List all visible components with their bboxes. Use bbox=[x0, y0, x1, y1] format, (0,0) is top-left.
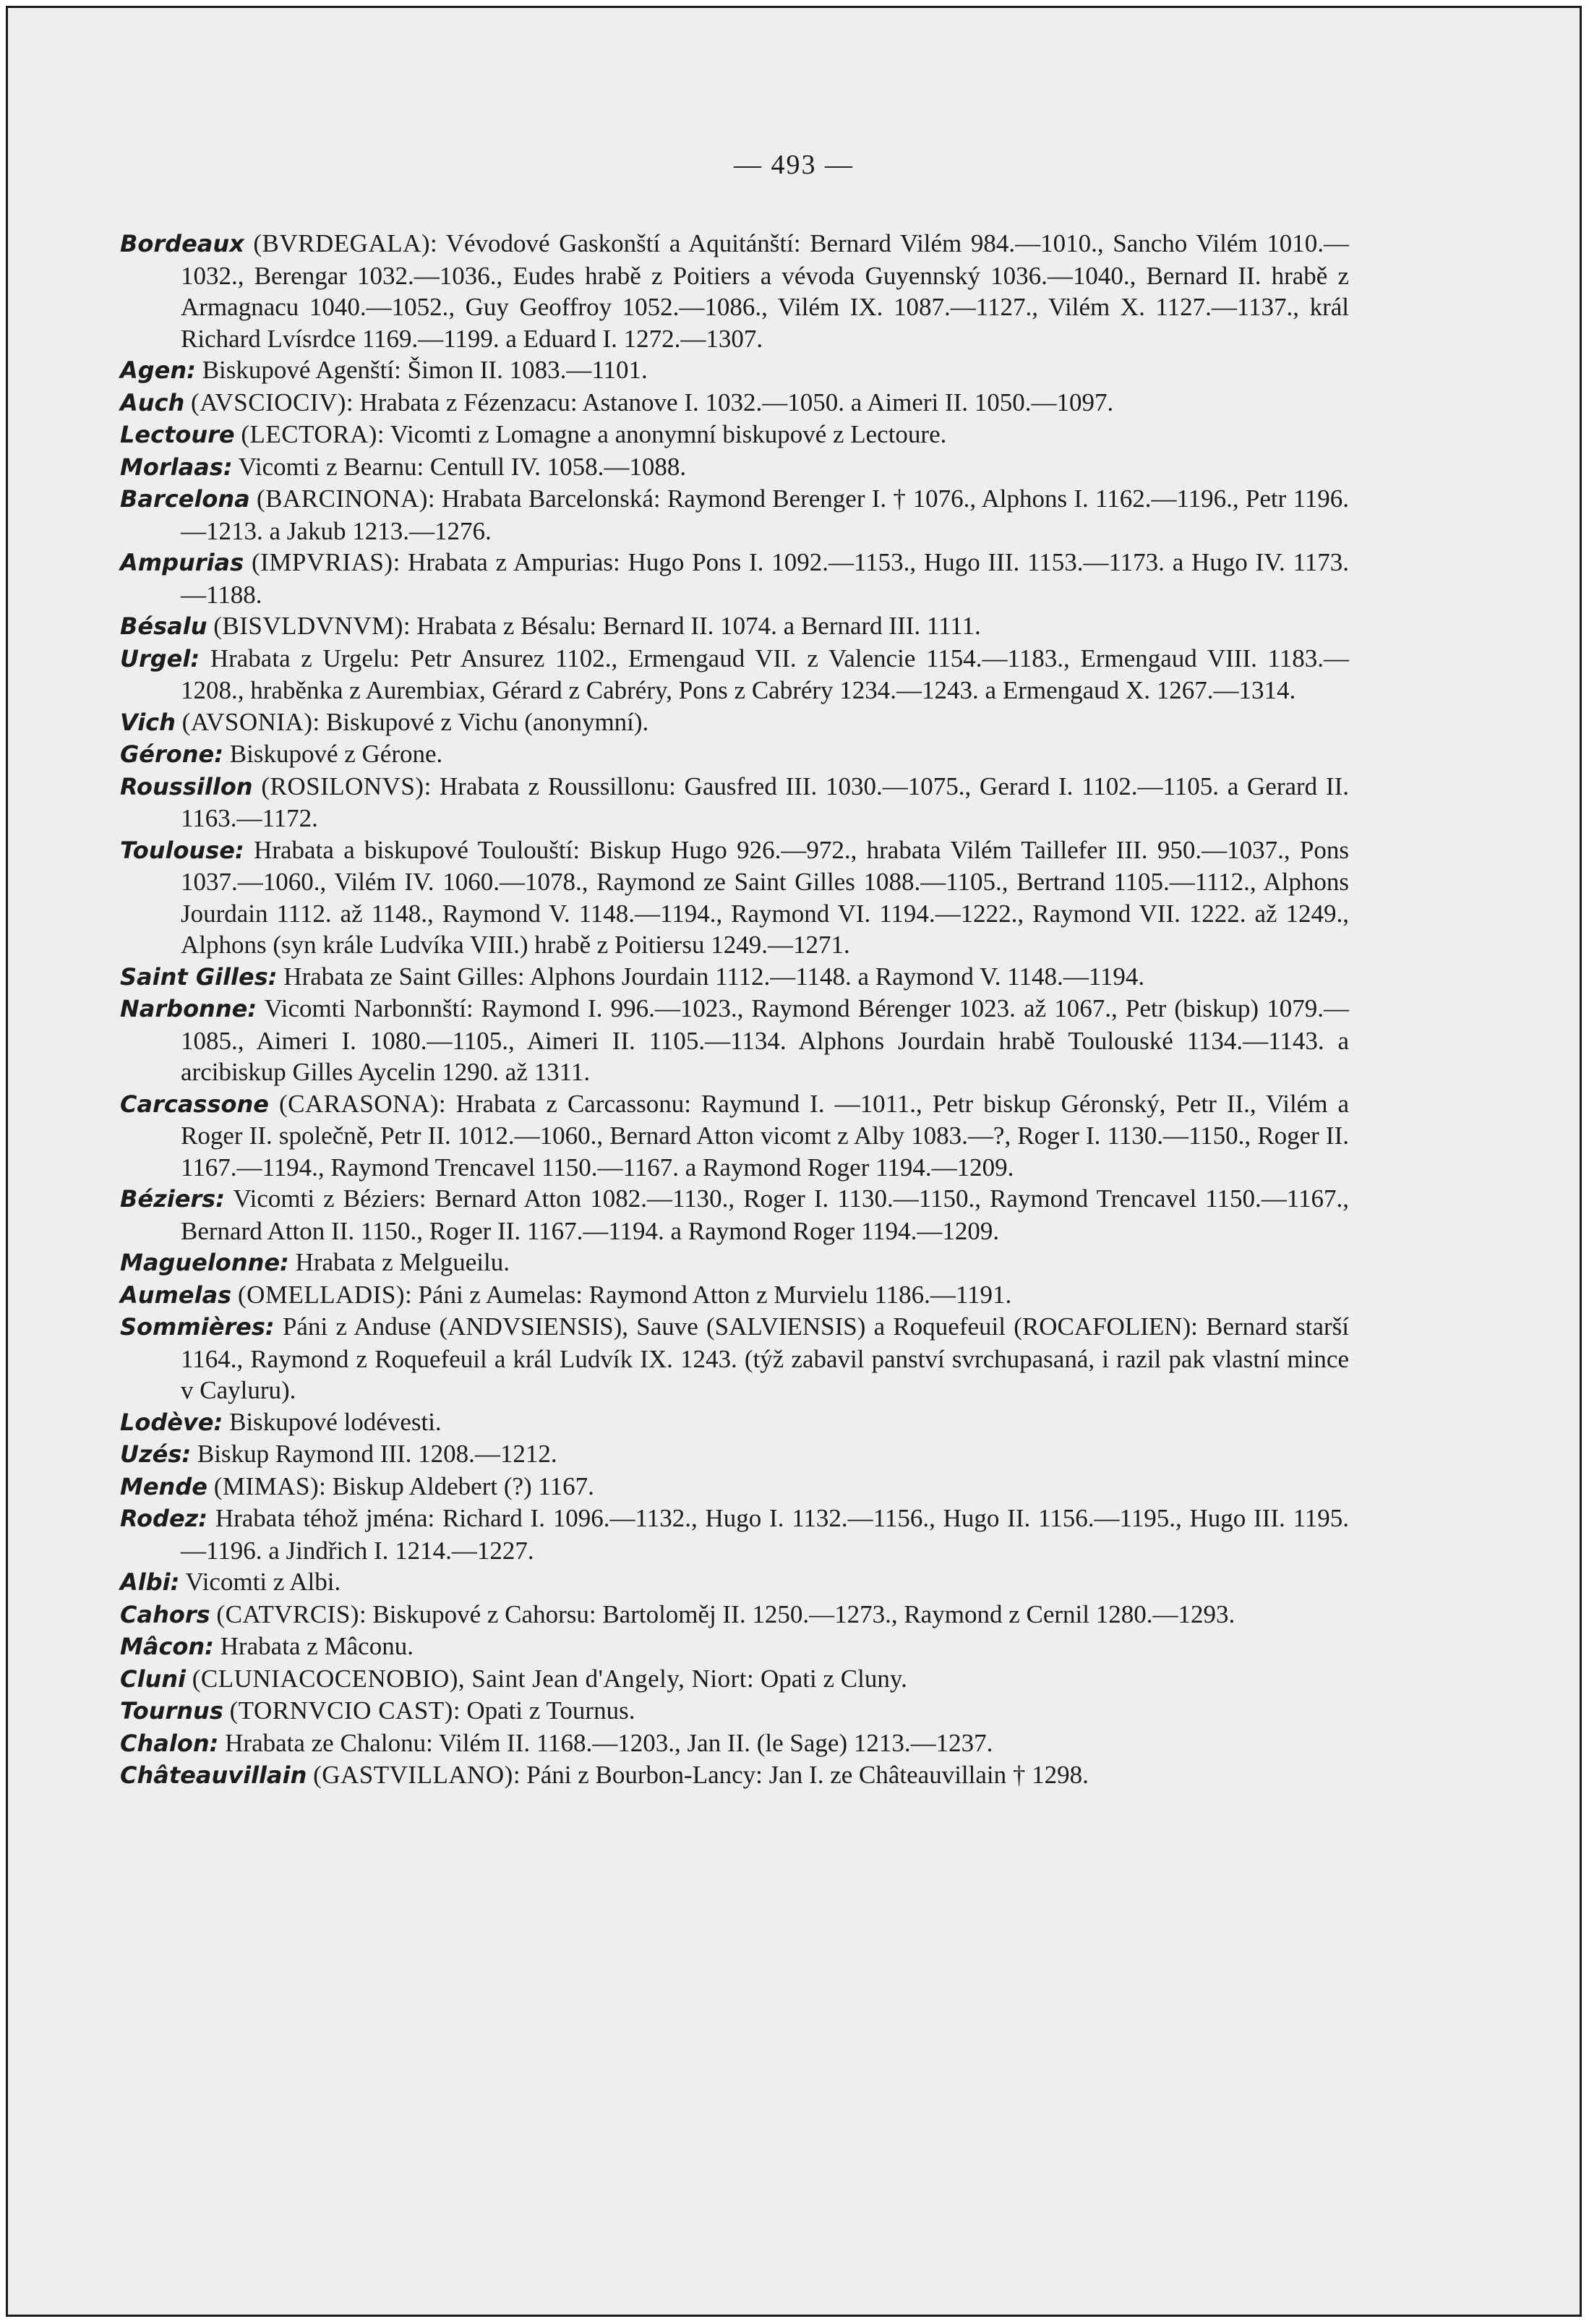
place-name: Toulouse: bbox=[120, 836, 244, 864]
latin-name: (LECTORA) bbox=[241, 420, 377, 448]
entry bbox=[120, 483, 1349, 547]
entry-text: Hrabata z Urgelu: Petr Ansurez 1102., Ermengaud VII. z Valencie 1154.—1183., Ermengaud VIII. 1183.—1208., hraběnka z Aurembiax, Gérard z Cabréry, Pons z Cabréry 1234.—1243. a Ermengaud X. 1267.—1314. bbox=[181, 644, 1349, 704]
entry-text: Hrabata z Mâconu. bbox=[220, 1632, 414, 1660]
entry-text: : Biskupové z Vichu (anonymní). bbox=[312, 707, 649, 736]
place-name: Rodez: bbox=[120, 1505, 208, 1532]
entry-text: : Páni z Aumelas: Raymond Atton z Murvielu 1186.—1191. bbox=[404, 1280, 1012, 1309]
place-name: Tournus bbox=[120, 1697, 223, 1725]
place-name: Châteauvillain bbox=[120, 1761, 307, 1789]
latin-name: (CATVRCIS) bbox=[216, 1599, 359, 1628]
latin-name: (GASTVILLANO) bbox=[313, 1761, 513, 1789]
entry bbox=[120, 771, 1349, 834]
entry bbox=[120, 1503, 1349, 1566]
place-name: Gérone: bbox=[120, 740, 224, 768]
place-name: Cahors bbox=[120, 1600, 210, 1628]
entry bbox=[120, 1631, 1349, 1663]
latin-name: (TORNVCIO CAST) bbox=[229, 1696, 453, 1725]
entry bbox=[120, 706, 1349, 739]
entry-text: Vicomti z Albi. bbox=[185, 1568, 341, 1596]
entry bbox=[120, 1247, 1349, 1279]
place-name: Bordeaux bbox=[120, 230, 244, 257]
latin-name: (BVRDEGALA) bbox=[253, 229, 431, 257]
place-name: Maguelonne: bbox=[120, 1249, 289, 1276]
place-name: Lodève: bbox=[120, 1408, 223, 1436]
entry bbox=[120, 1566, 1349, 1599]
entry-text: Biskupové z Gérone. bbox=[229, 740, 443, 768]
entry-text: Páni z Anduse (ANDVSIENSIS), Sauve (SALVIENSIS) a Roquefeuil (ROCAFOLIEN): Bernard starší 1164., Raymond z Roquefeuil a král Ludvík IX. 1243. (týž zabavil panství svrchupasaná, i razil pak vlastní mince v Cayluru). bbox=[181, 1312, 1349, 1404]
place-name: Morlaas: bbox=[120, 453, 233, 481]
scanned-page bbox=[6, 6, 1582, 2317]
latin-name: (BARCINONA) bbox=[257, 484, 428, 513]
place-name: Barcelona bbox=[120, 485, 250, 513]
entry bbox=[120, 1438, 1349, 1471]
entry bbox=[120, 1088, 1349, 1184]
place-name: Narbonne: bbox=[120, 995, 257, 1022]
place-name: Mende bbox=[120, 1472, 207, 1500]
place-name: Uzés: bbox=[120, 1440, 192, 1468]
entry bbox=[120, 610, 1349, 643]
entry-text: : Hrabata z Ampurias: Hugo Pons I. 1092.—1153., Hugo III. 1153.—1173. a Hugo IV. 1173.—1188. bbox=[181, 548, 1350, 609]
place-name: Sommières: bbox=[120, 1313, 275, 1341]
entry-text: : Hrabata z Fézenzacu: Astanove I. 1032.—1050. a Aimeri II. 1050.—1097. bbox=[346, 388, 1114, 416]
latin-name: (AVSCIOCIV) bbox=[191, 388, 346, 416]
entry bbox=[120, 834, 1349, 961]
entry-text: : Biskupové z Cahorsu: Bartoloměj II. 1250.—1273., Raymond z Cernil 1280.—1293. bbox=[359, 1599, 1235, 1628]
entry-text: : Hrabata Barcelonská: Raymond Berenger I. † 1076., Alphons I. 1162.—1196., Petr 1196.—1213. a Jakub 1213.—1276. bbox=[181, 484, 1350, 545]
place-name: Cluni bbox=[120, 1665, 186, 1693]
entry-text: : Hrabata z Roussillonu: Gausfred III. 1030.—1075., Gerard I. 1102.—1105. a Gerard II. 1163.—1172. bbox=[181, 772, 1349, 832]
entry bbox=[120, 419, 1349, 451]
entry-text: Opati z Cluny. bbox=[754, 1664, 907, 1693]
entry bbox=[120, 1183, 1349, 1247]
place-name: Auch bbox=[120, 388, 185, 416]
entry bbox=[120, 993, 1349, 1088]
place-name: Ampurias bbox=[120, 549, 244, 576]
entry-text: : Vicomti z Lomagne a anonymní biskupové z Lectoure. bbox=[377, 420, 947, 448]
entry bbox=[120, 1663, 1349, 1696]
entry-text: : Opati z Tournus. bbox=[453, 1696, 635, 1725]
place-name: Chalon: bbox=[120, 1729, 219, 1757]
latin-name: (CLUNIACOCENOBIO), Saint Jean d'Angely, Niort: bbox=[192, 1664, 755, 1693]
entry bbox=[120, 1406, 1349, 1439]
entry-text: : Vévodové Gaskonští a Aquitánští: Bernard Vilém 984.—1010., Sancho Vilém 1010.—1032., Berengar 1032.—1036., Eudes hrabě z Poitiers a vévoda Guyennský 1036.—1040., Bernard II. hrabě z Armagnacu 1040.—1052., Guy Geoffroy 1052.—1086., Vilém IX. 1087.—1127., Vilém X. 1127.—1137., král Richard Lvísrdce 1169.—1199. a Eduard I. 1272.—1307. bbox=[181, 229, 1350, 353]
place-name: Urgel: bbox=[120, 644, 200, 672]
latin-name: (CARASONA) bbox=[279, 1089, 439, 1118]
entry-text: Biskup Raymond III. 1208.—1212. bbox=[197, 1440, 557, 1468]
entry bbox=[120, 1727, 1349, 1760]
place-name: Albi: bbox=[120, 1568, 180, 1596]
entry-text: Vicomti z Béziers: Bernard Atton 1082.—1130., Roger I. 1130.—1150., Raymond Trencavel 1150.—1167., Bernard Atton II. 1150., Roger II. 1167.—1194. a Raymond Roger 1194.—1209. bbox=[181, 1184, 1349, 1245]
place-name: Béziers: bbox=[120, 1185, 226, 1213]
latin-name: (BISVLDVNVM) bbox=[213, 612, 403, 640]
place-name: Bésalu bbox=[120, 612, 207, 640]
place-name: Lectoure bbox=[120, 421, 235, 448]
place-name: Mâcon: bbox=[120, 1633, 214, 1660]
entry-text: Hrabata ze Saint Gilles: Alphons Jourdain 1112.—1148. a Raymond V. 1148.—1194. bbox=[283, 962, 1145, 991]
entry bbox=[120, 1279, 1349, 1312]
page-number: — 493 — bbox=[734, 150, 854, 180]
entry-list bbox=[120, 228, 1349, 1792]
latin-name: (IMPVRIAS) bbox=[251, 548, 393, 576]
entry-text: Biskupové Agenští: Šimon II. 1083.—1101. bbox=[202, 356, 648, 384]
entry-text: Hrabata téhož jména: Richard I. 1096.—1132., Hugo I. 1132.—1156., Hugo II. 1156.—1195., Hugo III. 1195.—1196. a Jindřich I. 1214.—1227. bbox=[181, 1504, 1349, 1565]
entry-text: Biskupové lodévesti. bbox=[229, 1407, 442, 1436]
entry-text: : Biskup Aldebert (?) 1167. bbox=[319, 1471, 594, 1500]
entry bbox=[120, 228, 1349, 354]
entry-text: Hrabata z Melgueilu. bbox=[295, 1248, 510, 1276]
latin-name: (AVSONIA) bbox=[181, 707, 313, 736]
place-name: Saint Gilles: bbox=[120, 962, 278, 991]
entry bbox=[120, 961, 1349, 994]
latin-name: (OMELLADIS) bbox=[237, 1280, 405, 1309]
entry-text: : Páni z Bourbon-Lancy: Jan I. ze Châteauvillain † 1298. bbox=[513, 1761, 1089, 1789]
entry bbox=[120, 1599, 1349, 1631]
place-name: Aumelas bbox=[120, 1281, 232, 1309]
entry bbox=[120, 738, 1349, 771]
entry bbox=[120, 1695, 1349, 1727]
entry-text: Hrabata a biskupové Toulouští: Biskup Hugo 926.—972., hrabata Vilém Taillefer III. 950.—1037., Pons 1037.—1060., Vilém IV. 1060.—1078., Raymond ze Saint Gilles 1088.—1105., Bertrand 1105.—1112., Alphons Jourdain 1112. až 1148., Raymond V. 1148.—1194., Raymond VI. 1194.—1222., Raymond VII. 1222. až 1249., Alphons (syn krále Ludvíka VIII.) hrabě z Poitiersu 1249.—1271. bbox=[181, 835, 1350, 959]
entry bbox=[120, 643, 1349, 706]
latin-name: (MIMAS) bbox=[213, 1471, 320, 1500]
entry bbox=[120, 354, 1349, 387]
entry bbox=[120, 547, 1349, 610]
entry-text: Vicomti Narbonnští: Raymond I. 996.—1023., Raymond Bérenger 1023. až 1067., Petr (biskup) 1079.—1085., Aimeri I. 1080.—1105., Aimeri II. 1105.—1134. Alphons Jourdain hrabě Toulouské 1134.—1143. a arcibiskup Gilles Aycelin 1290. až 1311. bbox=[181, 994, 1349, 1086]
entry-text: Hrabata ze Chalonu: Vilém II. 1168.—1203., Jan II. (le Sage) 1213.—1237. bbox=[225, 1728, 993, 1757]
place-name: Carcassone bbox=[120, 1090, 269, 1118]
entry bbox=[120, 1471, 1349, 1503]
place-name: Vich bbox=[120, 708, 176, 736]
place-name: Agen: bbox=[120, 356, 196, 384]
entry-text: : Hrabata z Bésalu: Bernard II. 1074. a Bernard III. 1111. bbox=[403, 612, 981, 640]
latin-name: (ROSILONVS) bbox=[261, 772, 424, 800]
place-name: Roussillon bbox=[120, 772, 253, 800]
entry bbox=[120, 387, 1349, 419]
entry-text: Vicomti z Bearnu: Centull IV. 1058.—1088. bbox=[238, 452, 687, 481]
entry bbox=[120, 1759, 1349, 1792]
entry bbox=[120, 1311, 1349, 1406]
entry-text: : Hrabata z Carcassonu: Raymund I. —1011., Petr biskup Géronský, Petr II., Vilém a Roger II. společně, Petr II. 1012.—1060., Bernard Atton vicomt z Alby 1083.—?, Roger I. 1130.—1150., Roger II. 1167.—1194., Raymond Trencavel 1150.—1167. a Raymond Roger 1194.—1209. bbox=[181, 1089, 1349, 1182]
entry bbox=[120, 451, 1349, 484]
